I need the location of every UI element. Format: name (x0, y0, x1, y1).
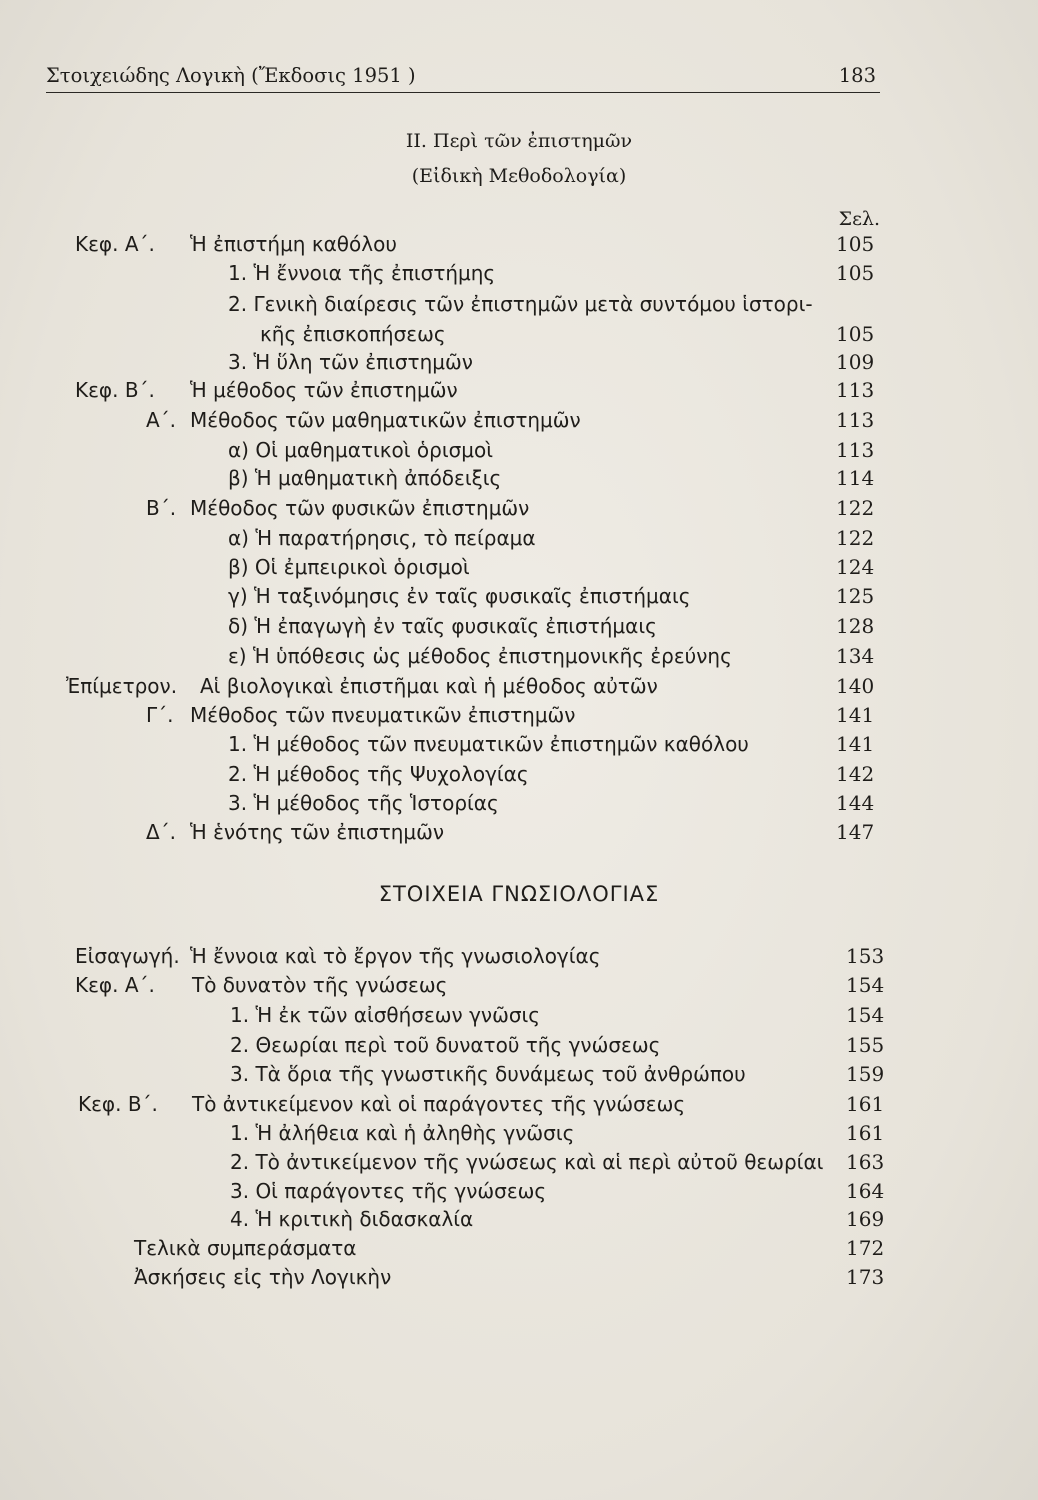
toc-entry (0, 944, 1038, 972)
entry-page: 125 (836, 584, 875, 608)
entry-text: 1. Ἡ ἔννοια τῆς ἐπιστήμης (228, 261, 496, 285)
toc-entry (0, 973, 1038, 1001)
entry-text: Αἱ βιολογικαὶ ἐπιστῆμαι καὶ ἡ μέθοδος αὐτῶν (200, 674, 658, 698)
running-title: Στοιχειώδης Λογικὴ (Ἔκδοσις 1951 ) (46, 64, 416, 87)
entry-text: 4. Ἡ κριτικὴ διδασκαλία (230, 1207, 474, 1231)
entry-text: Μέθοδος τῶν μαθηματικῶν ἐπιστημῶν (190, 408, 581, 432)
entry-text: Τελικὰ συμπεράσματα (134, 1236, 357, 1260)
toc-entry (0, 820, 1038, 848)
toc-entry (0, 1092, 1038, 1120)
entry-label: Α΄. (146, 408, 177, 432)
toc-entry (0, 1033, 1038, 1061)
entry-page: 140 (836, 674, 875, 698)
entry-text: α) Οἱ μαθηματικοὶ ὁρισμοὶ (228, 438, 493, 462)
entry-page: 147 (836, 820, 875, 844)
entry-page: 161 (846, 1121, 885, 1145)
entry-page: 105 (836, 261, 875, 285)
entry-page: 124 (836, 555, 875, 579)
toc-entry (0, 1265, 1038, 1293)
entry-text: δ) Ἡ ἐπαγωγὴ ἐν ταῖς φυσικαῖς ἐπιστήμαις (228, 614, 657, 638)
toc-entry (0, 292, 1038, 320)
toc-entry (0, 1150, 1038, 1178)
toc-entry (0, 644, 1038, 672)
entry-text: 3. Τὰ ὅρια τῆς γνωστικῆς δυνάμεως τοῦ ἀνθρώπου (230, 1062, 746, 1086)
toc-entry (0, 1236, 1038, 1264)
entry-page: 122 (836, 526, 875, 550)
entry-label: Κεφ. Α΄. (75, 973, 155, 997)
gnosiology-heading: ΣΤΟΙΧΕΙΑ ΓΝΩΣΙΟΛΟΓΙΑΣ (378, 882, 660, 906)
toc-entry (0, 378, 1038, 406)
entry-page: 114 (836, 466, 875, 490)
entry-page: 172 (846, 1236, 885, 1260)
entry-text: κῆς ἐπισκοπήσεως (260, 322, 446, 346)
entry-page: 122 (836, 496, 875, 520)
toc-entry (0, 408, 1038, 436)
entry-page: 173 (846, 1265, 885, 1289)
entry-text: 1. Ἡ μέθοδος τῶν πνευματικῶν ἐπιστημῶν καθόλου (228, 732, 749, 756)
entry-page: 154 (846, 973, 885, 997)
entry-text: β) Ἡ μαθηματικὴ ἀπόδειξις (228, 466, 502, 490)
entry-text: Ἡ μέθοδος τῶν ἐπιστημῶν (190, 378, 458, 402)
page-header (46, 62, 880, 93)
entry-text: 3. Ἡ ὕλη τῶν ἐπιστημῶν (228, 350, 473, 374)
toc-entry (0, 1062, 1038, 1090)
toc-entry (0, 438, 1038, 466)
entry-label: Β΄. (146, 496, 177, 520)
toc-entry (0, 261, 1038, 289)
entry-text: Ἡ ἐπιστήμη καθόλου (190, 232, 397, 256)
entry-text: 2. Ἡ μέθοδος τῆς Ψυχολογίας (228, 762, 529, 786)
entry-text: Ἡ ἔννοια καὶ τὸ ἔργον τῆς γνωσιολογίας (190, 944, 601, 968)
toc-entry (0, 496, 1038, 524)
toc-entry (0, 1121, 1038, 1149)
section-subtitle: (Εἰδικὴ Μεθοδολογία) (411, 165, 627, 187)
entry-text: 3. Οἱ παράγοντες τῆς γνώσεως (230, 1179, 547, 1203)
toc-entry (0, 1179, 1038, 1207)
toc-entry (0, 1003, 1038, 1031)
toc-entry (0, 674, 1038, 702)
toc-entry (0, 555, 1038, 583)
entry-page: 109 (836, 350, 875, 374)
page-column-label: Σελ. (838, 208, 880, 230)
entry-text: α) Ἡ παρατήρησις, τὸ πείραμα (228, 526, 536, 550)
entry-text: 2. Θεωρίαι περὶ τοῦ δυνατοῦ τῆς γνώσεως (230, 1033, 661, 1057)
entry-page: 128 (836, 614, 875, 638)
entry-page: 142 (836, 762, 875, 786)
toc-entry (0, 614, 1038, 642)
entry-page: 113 (836, 438, 875, 462)
entry-text: Τὸ ἀντικείμενον καὶ οἱ παράγοντες τῆς γνώσεως (192, 1092, 686, 1116)
entry-page: 161 (846, 1092, 885, 1116)
toc-entry (0, 232, 1038, 260)
entry-page: 141 (836, 703, 875, 727)
entry-label: Κεφ. Β΄. (78, 1092, 158, 1116)
entry-page: 113 (836, 408, 875, 432)
entry-text: 2. Τὸ ἀντικείμενον τῆς γνώσεως καὶ αἱ περὶ αὐτοῦ θεωρίαι (230, 1150, 824, 1174)
entry-page: 144 (836, 791, 875, 815)
toc-entry (0, 350, 1038, 378)
entry-page: 113 (836, 378, 875, 402)
entry-page: 134 (836, 644, 875, 668)
entry-label: Εἰσαγωγή. (75, 944, 180, 968)
entry-page: 155 (846, 1033, 885, 1057)
toc-entry (0, 466, 1038, 494)
entry-page: 153 (846, 944, 885, 968)
entry-text: Τὸ δυνατὸν τῆς γνώσεως (192, 973, 448, 997)
toc-entry (0, 322, 1038, 350)
entry-page: 141 (836, 732, 875, 756)
section-title: ΙΙ. Περὶ τῶν ἐπιστημῶν (405, 130, 633, 152)
entry-label: Κεφ. Β΄. (75, 378, 155, 402)
entry-text: 3. Ἡ μέθοδος τῆς Ἱστορίας (228, 791, 499, 815)
toc-entry (0, 732, 1038, 760)
toc-entry (0, 584, 1038, 612)
entry-text: Ἡ ἑνότης τῶν ἐπιστημῶν (190, 820, 445, 844)
entry-page: 105 (836, 232, 875, 256)
entry-text: Μέθοδος τῶν φυσικῶν ἐπιστημῶν (190, 496, 530, 520)
entry-page: 163 (846, 1150, 885, 1174)
entry-page: 154 (846, 1003, 885, 1027)
entry-text: γ) Ἡ ταξινόμησις ἐν ταῖς φυσικαῖς ἐπιστήμαις (228, 584, 691, 608)
toc-entry (0, 703, 1038, 731)
toc-entry (0, 1207, 1038, 1235)
toc-entry (0, 791, 1038, 819)
entry-label: Γ΄. (146, 703, 174, 727)
entry-text: 1. Ἡ ἀλήθεια καὶ ἡ ἀληθὴς γνῶσις (230, 1121, 575, 1145)
entry-page: 164 (846, 1179, 885, 1203)
entry-text: 1. Ἡ ἐκ τῶν αἰσθήσεων γνῶσις (230, 1003, 541, 1027)
entry-label: Ἐπίμετρον. (66, 674, 178, 698)
entry-text: Μέθοδος τῶν πνευματικῶν ἐπιστημῶν (190, 703, 576, 727)
page-number: 183 (838, 64, 876, 87)
entry-page: 159 (846, 1062, 885, 1086)
entry-text: Ἀσκήσεις εἰς τὴν Λογικὴν (134, 1265, 392, 1289)
entry-label: Δ΄. (146, 820, 177, 844)
entry-text: ε) Ἡ ὑπόθεσις ὡς μέθοδος ἐπιστημονικῆς ἐρεύνης (228, 644, 732, 668)
entry-page: 169 (846, 1207, 885, 1231)
entry-page: 105 (836, 322, 875, 346)
toc-entry (0, 526, 1038, 554)
entry-text: β) Οἱ ἐμπειρικοὶ ὁρισμοὶ (228, 555, 470, 579)
toc-entry (0, 762, 1038, 790)
entry-text: 2. Γενικὴ διαίρεσις τῶν ἐπιστημῶν μετὰ συντόμου ἱστορι- (228, 292, 813, 316)
entry-label: Κεφ. Α΄. (75, 232, 155, 256)
